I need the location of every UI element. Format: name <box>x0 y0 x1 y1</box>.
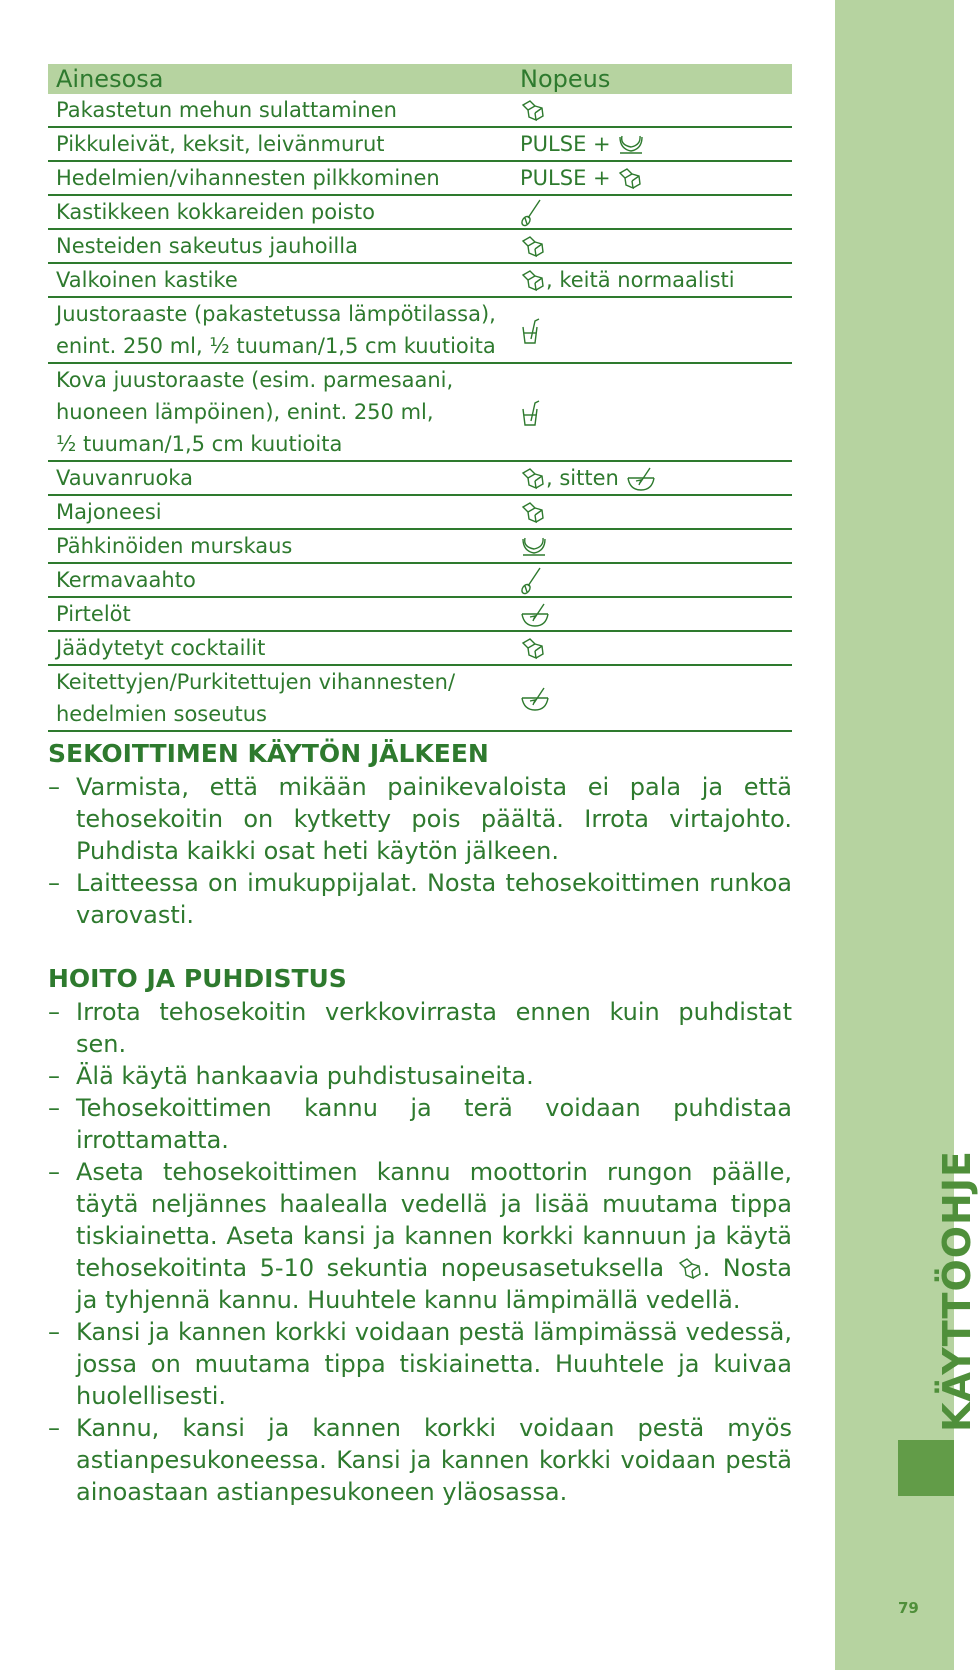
ingredient-text: Pirtelöt <box>56 602 131 626</box>
ice-crush-icon <box>520 269 546 293</box>
header-speed: Nopeus <box>512 64 792 94</box>
puree-bowl-icon <box>626 466 656 492</box>
after-use-section <box>48 737 792 931</box>
list-item-text: Irrota tehosekoitin verkkovirrasta ennen kuin puhdistat sen. <box>76 998 792 1058</box>
ingredient-cell <box>48 195 512 229</box>
ingredient-text: Nesteiden sakeutus jauhoilla <box>56 234 358 258</box>
ingredient-text: Valkoinen kastike <box>56 268 238 292</box>
ingredient-cell <box>48 161 512 195</box>
puree-bowl-icon <box>520 686 550 712</box>
after-use-list <box>48 771 792 931</box>
sidebar-tab-block <box>898 1440 954 1496</box>
speed-cell <box>512 563 792 597</box>
ingredient-cell <box>48 529 512 563</box>
ice-crush-icon <box>520 467 546 491</box>
ingredient-cell <box>48 461 512 495</box>
ingredient-cell <box>48 263 512 297</box>
table-row <box>48 127 792 161</box>
table-row <box>48 263 792 297</box>
list-item <box>48 1060 792 1092</box>
table-row <box>48 495 792 529</box>
care-section <box>48 962 792 1508</box>
ingredient-cell <box>48 229 512 263</box>
list-item <box>48 1316 792 1412</box>
speed-cell <box>512 631 792 665</box>
speed-cell <box>512 127 792 161</box>
table-row <box>48 529 792 563</box>
ingredient-cell <box>48 563 512 597</box>
table-row <box>48 94 792 127</box>
speed-cell <box>512 229 792 263</box>
list-item-text: Älä käytä hankaavia puhdistusaineita. <box>76 1062 534 1090</box>
care-list <box>48 996 792 1508</box>
care-heading: HOITO JA PUHDISTUS <box>48 964 347 993</box>
speed-cell <box>512 597 792 631</box>
ingredient-text: Vauvanruoka <box>56 466 193 490</box>
table-row <box>48 161 792 195</box>
table-row <box>48 631 792 665</box>
ice-crush-icon <box>520 501 546 525</box>
ingredient-text: Jäädytetyt cocktailit <box>56 636 266 660</box>
sidebar <box>835 0 979 1670</box>
drink-icon <box>520 399 542 427</box>
table-row <box>48 597 792 631</box>
list-item <box>48 996 792 1060</box>
speed-table <box>48 64 792 732</box>
ingredient-text: Kova juustoraaste (esim. parmesaani, <box>56 368 454 392</box>
table-row <box>48 297 792 363</box>
speed-cell <box>512 161 792 195</box>
chop-icon <box>617 133 645 157</box>
list-item-text: Kannu, kansi ja kannen korkki voidaan pestä myös astianpesukoneessa. Kansi ja kannen korkki voidaan pestä ainoastaan astianpesukoneen yläosassa. <box>76 1414 792 1506</box>
speed-prefix: PULSE + <box>520 132 618 156</box>
speed-cell <box>512 195 792 229</box>
ice-crush-icon <box>520 99 546 123</box>
speed-cell <box>512 297 792 363</box>
ingredient-text: Kastikkeen kokkareiden poisto <box>56 200 375 224</box>
list-item <box>48 1412 792 1508</box>
speed-cell <box>512 461 792 495</box>
list-item <box>48 1092 792 1156</box>
ingredient-text: Pakastetun mehun sulattaminen <box>56 98 397 122</box>
speed-suffix: , sitten <box>546 466 626 490</box>
ingredient-text: Kermavaahto <box>56 568 196 592</box>
header-ingredient: Ainesosa <box>48 64 512 94</box>
table-row <box>48 563 792 597</box>
ingredient-text: Hedelmien/vihannesten pilkkominen <box>56 166 440 190</box>
speed-cell <box>512 94 792 127</box>
drink-icon <box>520 317 542 345</box>
ice-crush-icon <box>520 637 546 661</box>
speed-cell <box>512 665 792 731</box>
ingredient-cell <box>48 94 512 127</box>
speed-cell <box>512 529 792 563</box>
ingredient-cell <box>48 495 512 529</box>
ingredient-text: enint. 250 ml, ½ tuuman/1,5 cm kuutioita <box>56 334 496 358</box>
ingredient-cell <box>48 631 512 665</box>
table-body <box>48 94 792 731</box>
ice-crush-icon <box>677 1257 703 1281</box>
list-item: – Varmista, että mikään painikevaloista ei pala ja että tehosekoitin on kytketty pois päältä. Irrota virtajohto. Puhdista kaikki osat heti käytön jälkeen. <box>48 771 792 867</box>
ingredient-cell <box>48 597 512 631</box>
table-row <box>48 195 792 229</box>
sidebar-title: KÄYTTÖOHJE <box>935 1150 979 1432</box>
ingredient-text: ½ tuuman/1,5 cm kuutioita <box>56 432 343 456</box>
speed-cell <box>512 263 792 297</box>
ingredient-text: Pikkuleivät, keksit, leivänmurut <box>56 132 385 156</box>
speed-cell <box>512 363 792 461</box>
list-item-text: Aseta tehosekoittimen kannu moottorin rungon päälle, täytä neljännes haalealla vedellä ja lisää muutama tippa tiskiainetta. Aseta kansi ja kannen korkki kannuun ja käytä tehosekoitinta 5-10 sekuntia nopeusasetuksella <box>76 1158 792 1282</box>
table-row <box>48 363 792 461</box>
ingredient-text: hedelmien soseutus <box>56 702 267 726</box>
puree-bowl-icon <box>520 602 550 628</box>
table-row <box>48 665 792 731</box>
chop-icon <box>520 535 548 559</box>
list-item-text: Kansi ja kannen korkki voidaan pestä lämpimässä vedessä, jossa on muutama tippa tiskiainetta. Huuhtele ja kuivaa huolellisesti. <box>76 1318 792 1410</box>
list-item <box>48 1156 792 1316</box>
whisk-icon <box>520 199 542 227</box>
speed-cell <box>512 495 792 529</box>
table-row <box>48 461 792 495</box>
ingredient-text: Pähkinöiden murskaus <box>56 534 293 558</box>
ingredient-cell <box>48 297 512 363</box>
ice-crush-icon <box>520 235 546 259</box>
ingredient-cell <box>48 665 512 731</box>
speed-prefix: PULSE + <box>520 166 618 190</box>
table-row <box>48 229 792 263</box>
after-use-heading: SEKOITTIMEN KÄYTÖN JÄLKEEN <box>48 739 489 768</box>
ingredient-text: Juustoraaste (pakastetussa lämpötilassa), <box>56 302 496 326</box>
ingredient-text: Keitettyjen/Purkitettujen vihannesten/ <box>56 670 456 694</box>
ingredient-cell <box>48 127 512 161</box>
table-header-row <box>48 64 792 94</box>
ingredient-text: Majoneesi <box>56 500 162 524</box>
whisk-icon <box>520 567 542 595</box>
ingredient-cell <box>48 363 512 461</box>
ingredient-text: huoneen lämpöinen), enint. 250 ml, <box>56 400 434 424</box>
ice-crush-icon <box>617 167 643 191</box>
list-item-text: Tehosekoittimen kannu ja terä voidaan puhdistaa irrottamatta. <box>76 1094 792 1154</box>
page-number: 79 <box>898 1599 919 1617</box>
speed-suffix: , keitä normaalisti <box>546 268 735 292</box>
list-item: – Laitteessa on imukuppijalat. Nosta tehosekoittimen runkoa varovasti. <box>48 867 792 931</box>
list-item-text-after: . Nosta ja tyhjennä kannu. Huuhtele kannu lämpimällä vedellä. <box>76 1254 792 1314</box>
